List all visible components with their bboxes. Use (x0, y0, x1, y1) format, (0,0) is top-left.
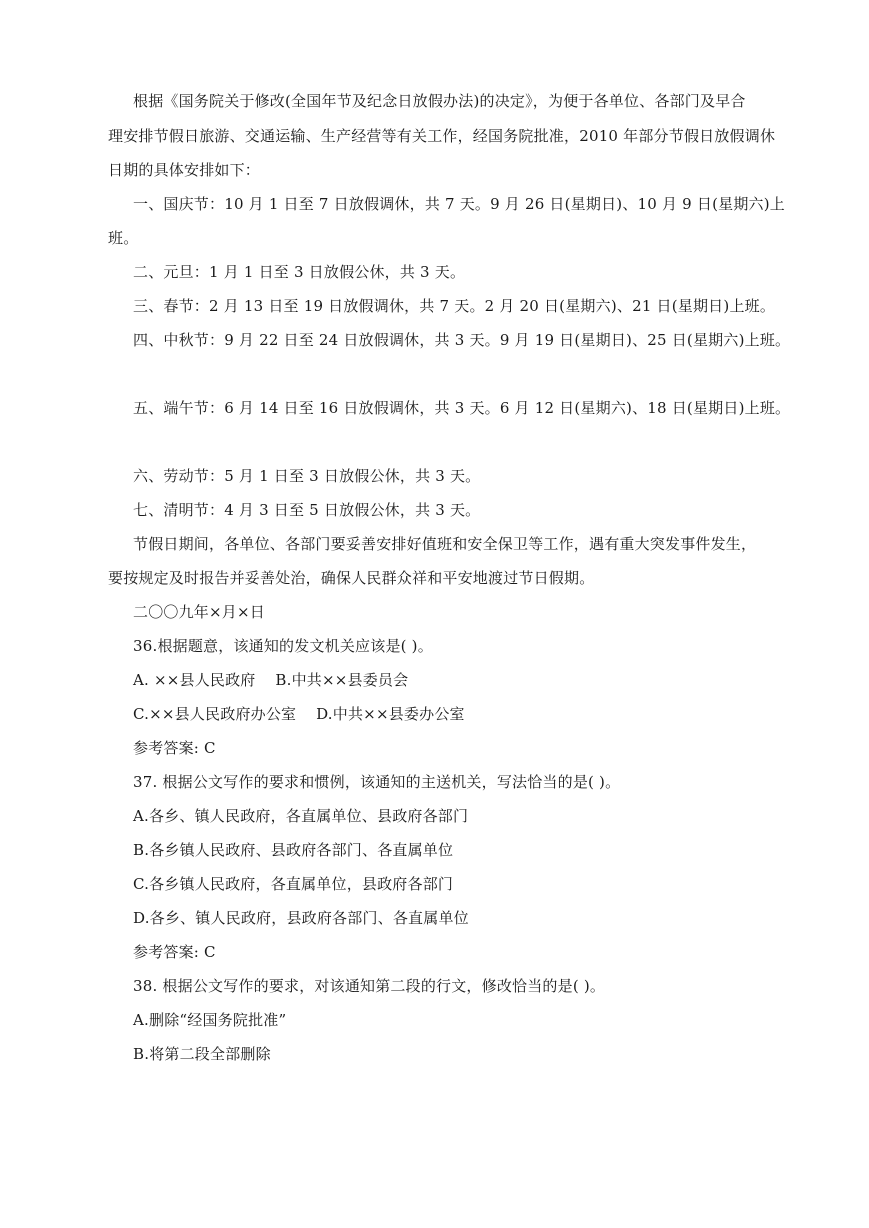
holiday-item-1-cont: 班。 (108, 229, 139, 247)
holiday-item-3: 三、春节：2 月 13 日至 19 日放假调休，共 7 天。2 月 20 日(星期六)、21 日(星期日)上班。 (133, 297, 776, 315)
q37-option-a: A.各乡、镇人民政府，各直属单位、县政府各部门 (133, 807, 469, 825)
intro-line-2: 理安排节假日旅游、交通运输、生产经营等有关工作，经国务院批准，2010 年部分节假日放假调休 (108, 127, 776, 145)
q37-question: 37. 根据公文写作的要求和惯例，该通知的主送机关，写法恰当的是( )。 (133, 773, 621, 791)
q37-option-b: B.各乡镇人民政府、县政府各部门、各直属单位 (133, 841, 454, 859)
q36-options-ab: A. ××县人民政府 B.中共××县委员会 (133, 671, 409, 689)
holiday-item-6: 六、劳动节：5 月 1 日至 3 日放假公休，共 3 天。 (133, 467, 481, 485)
holiday-item-5: 五、端午节：6 月 14 日至 16 日放假调休，共 3 天。6 月 12 日(星期六)、18 日(星期日)上班。 (133, 399, 791, 417)
q38-option-b: B.将第二段全部删除 (133, 1045, 271, 1063)
q36-question: 36.根据题意，该通知的发文机关应该是( )。 (133, 637, 433, 655)
q36-options-cd: C.××县人民政府办公室 D.中共××县委办公室 (133, 705, 465, 723)
q37-answer: 参考答案: C (133, 943, 216, 961)
holiday-item-1: 一、国庆节：10 月 1 日至 7 日放假调休，共 7 天。9 月 26 日(星期日)、10 月 9 日(星期六)上 (133, 195, 785, 213)
intro-line-1: 根据《国务院关于修改(全国年节及纪念日放假办法)的决定》，为便于各单位、各部门及早合 (133, 92, 746, 110)
holiday-item-4: 四、中秋节：9 月 22 日至 24 日放假调休，共 3 天。9 月 19 日(星期日)、25 日(星期六)上班。 (133, 331, 791, 349)
q37-option-d: D.各乡、镇人民政府，县政府各部门、各直属单位 (133, 909, 469, 927)
document-date: 二〇〇九年×月×日 (133, 603, 265, 621)
q36-answer: 参考答案: C (133, 739, 216, 757)
q38-option-a: A.删除“经国务院批准” (133, 1011, 287, 1029)
holiday-item-7: 七、清明节：4 月 3 日至 5 日放假公休，共 3 天。 (133, 501, 481, 519)
closing-line-1: 节假日期间，各单位、各部门要妥善安排好值班和安全保卫等工作，遇有重大突发事件发生， (133, 535, 757, 553)
intro-line-3: 日期的具体安排如下： (108, 161, 261, 179)
closing-line-2: 要按规定及时报告并妥善处治，确保人民群众祥和平安地渡过节日假期。 (108, 569, 595, 587)
q37-option-c: C.各乡镇人民政府，各直属单位，县政府各部门 (133, 875, 454, 893)
q38-question: 38. 根据公文写作的要求，对该通知第二段的行文，修改恰当的是( )。 (133, 977, 606, 995)
holiday-item-2: 二、元旦：1 月 1 日至 3 日放假公休，共 3 天。 (133, 263, 466, 281)
